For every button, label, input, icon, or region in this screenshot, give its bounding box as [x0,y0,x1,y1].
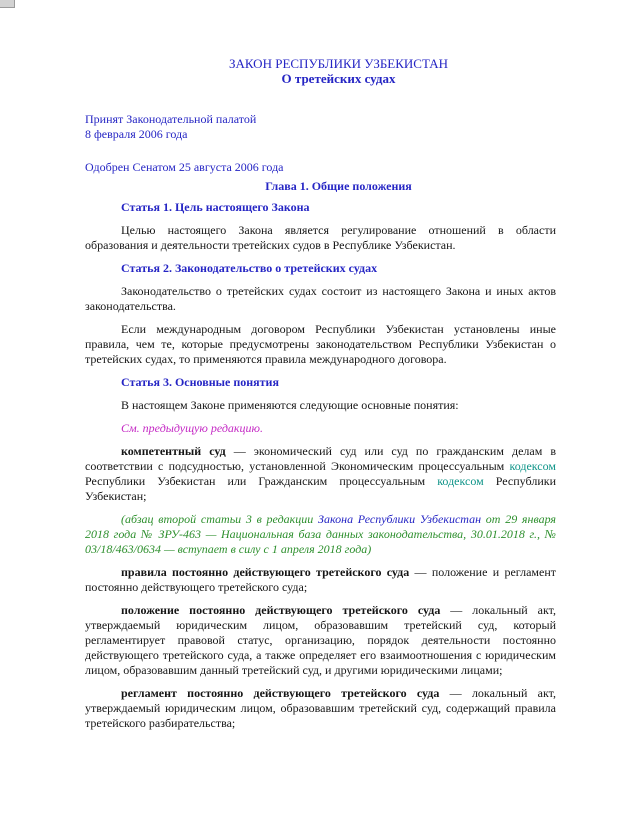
term-rules-name: правила постоянно действующего третейского суда [121,565,410,579]
term-reglament-name: регламент постоянно действующего третейского суда [121,686,440,700]
term-reglament-text: — локальный акт, утверждаемый юридическим лицом, образовавшим третейский суд, содержащий правила третейского разбирательства; [85,686,557,730]
term-regulation-text: — локальный акт, утверждаемый юридическим лицом, образовавшим третейский суд, который регламентирует правовой статус, организацию, порядок деятельности постоянно действующего третейского суда, а также определяет его взаимоотношения с юридическим лицом, образовавшим данный третейский суд, и другими юридическими лицами; [85,603,556,677]
term-rules-text: — положение и регламент постоянно действующего третейского суда; [85,565,556,594]
term-competent-court-text-3: Республики Узбекистан; [85,474,556,503]
term-reglament [85,686,556,731]
term-competent-court-text-1: — экономический суд или суд по гражданским делам в соответствии с подсудностью, установленной Экономическим процессуальным [85,444,556,473]
term-regulation [85,603,556,678]
amendment-law-reference-link[interactable]: Закона Республики Узбекистан [318,512,482,526]
article-3-intro: В настоящем Законе применяются следующие основные понятия: [121,398,459,412]
amendment-note-text-1: (абзац второй статьи 3 в редакции [121,512,319,526]
see-previous-edition-row [85,421,556,436]
scrollbar-corner-artifact [0,0,15,8]
article-2-heading: Статья 2. Законодательство о третейских судах [121,261,378,275]
economic-codex-link[interactable]: кодексом [509,459,556,473]
term-rules [85,565,556,595]
civil-codex-link[interactable]: кодексом [437,474,484,488]
term-regulation-name: положение постоянно действующего третейского суда [121,603,441,617]
term-competent-court-text-2: Республики Узбекистан или Гражданским процессуальным [85,474,438,488]
chapter-1-heading: Глава 1. Общие положения [265,179,412,193]
law-title: ЗАКОН РЕСПУБЛИКИ УЗБЕКИСТАН [228,56,449,71]
article-3-heading: Статья 3. Основные понятия [121,375,279,389]
article-1-paragraph: Целью настоящего Закона является регулирование отношений в области образования и деятельности третейских судов в Республике Узбекистан. [85,223,556,252]
see-previous-edition-link[interactable]: См. предыдущую редакцию. [121,421,263,435]
law-document [85,56,556,739]
amendment-note [85,512,556,557]
passed-by-block [85,112,556,142]
article-2-paragraph-2: Если международным договором Республики Узбекистан установлены иные правила, чем те, которые предусмотрены законодательством Республики Узбекистан о третейских судах, то применяются правила международного договора. [85,322,556,366]
article-2-paragraph-1: Законодательство о третейских судах состоит из настоящего Закона и иных актов законодательства. [85,284,556,313]
article-1-heading: Статья 1. Цель настоящего Закона [121,200,310,214]
approved-line: Одобрен Сенатом 25 августа 2006 года [85,160,284,174]
passed-line-2: 8 февраля 2006 года [85,127,188,141]
law-subtitle: О третейских судах [281,71,396,86]
amendment-note-text-2: от 29 января 2018 года № ЗРУ-463 — Национальная база данных законодательства, 30.01.2018 г., № 03/18/463/0634 — вступает в силу с 1 апреля 2018 года) [85,512,557,556]
term-competent-court-name: компетентный суд [121,444,226,458]
passed-line-1: Принят Законодательной палатой [85,112,257,126]
term-competent-court [85,444,556,504]
